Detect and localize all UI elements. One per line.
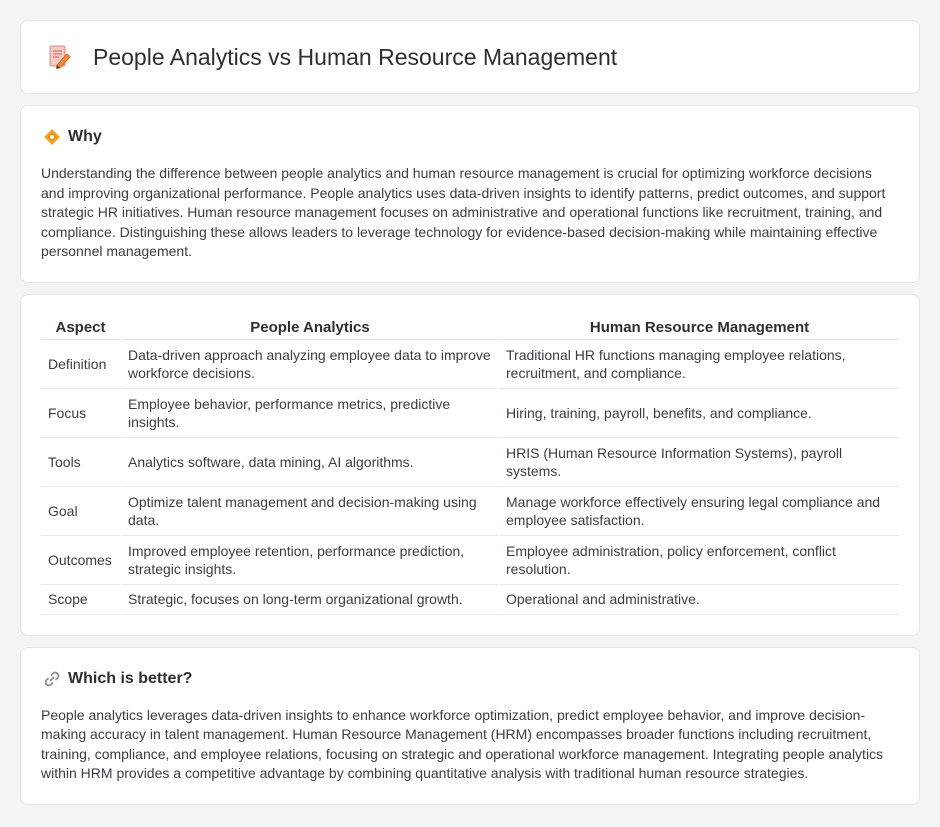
column-header-aspect: Aspect bbox=[41, 315, 121, 340]
row-aspect: Scope bbox=[41, 584, 121, 614]
row-people-analytics: Strategic, focuses on long-term organizational growth. bbox=[121, 584, 499, 614]
table-row bbox=[41, 437, 899, 486]
page-title: People Analytics vs Human Resource Management bbox=[93, 43, 618, 70]
link-icon bbox=[43, 670, 61, 688]
column-header-people-analytics: People Analytics bbox=[121, 315, 499, 340]
row-hrm: Employee administration, policy enforcement, conflict resolution. bbox=[499, 535, 899, 584]
document-pencil-icon bbox=[45, 43, 73, 71]
row-people-analytics: Employee behavior, performance metrics, predictive insights. bbox=[121, 388, 499, 437]
row-hrm: Traditional HR functions managing employee relations, recruitment, and compliance. bbox=[499, 339, 899, 388]
row-people-analytics: Analytics software, data mining, AI algorithms. bbox=[121, 437, 499, 486]
row-aspect: Definition bbox=[41, 339, 121, 388]
table-row bbox=[41, 584, 899, 614]
comparison-card bbox=[20, 294, 920, 636]
which-is-better-text: People analytics leverages data-driven insights to enhance workforce optimization, predict employee behavior, and improve decision-making accuracy in talent management. Human Resource Management (HRM) encompasses broader functions including recruitment, training, compliance, and employee relations, focusing on strategic and operational workforce management. Integrating people analytics within HRM provides a competitive advantage by combining quantitative analysis with traditional human resource strategies. bbox=[41, 706, 884, 781]
row-aspect: Outcomes bbox=[41, 535, 121, 584]
why-section bbox=[20, 105, 920, 283]
comparison-table bbox=[41, 315, 899, 615]
table-row bbox=[41, 339, 899, 388]
row-hrm: Manage workforce effectively ensuring legal compliance and employee satisfaction. bbox=[499, 486, 899, 535]
row-people-analytics: Improved employee retention, performance prediction, strategic insights. bbox=[121, 535, 499, 584]
row-people-analytics: Optimize talent management and decision-making using data. bbox=[121, 486, 499, 535]
row-hrm: Hiring, training, payroll, benefits, and compliance. bbox=[499, 388, 899, 437]
which-is-better-section bbox=[20, 647, 920, 805]
table-row bbox=[41, 535, 899, 584]
row-people-analytics: Data-driven approach analyzing employee data to improve workforce decisions. bbox=[121, 339, 499, 388]
table-row bbox=[41, 388, 899, 437]
diamond-warning-icon bbox=[43, 128, 61, 146]
table-row bbox=[41, 486, 899, 535]
which-is-better-heading: Which is better? bbox=[68, 669, 193, 687]
title-card bbox=[20, 20, 920, 94]
row-aspect: Focus bbox=[41, 388, 121, 437]
why-text: Understanding the difference between people analytics and human resource management is crucial for optimizing workforce decisions and improving organizational performance. People analytics uses data-driven insights to identify patterns, predict outcomes, and support strategic HR initiatives. Human resource management focuses on administrative and operational functions like recruitment, training, and compliance. Distinguishing these allows leaders to leverage technology for evidence-based decision-making while maintaining effective personnel management. bbox=[41, 165, 886, 259]
why-heading: Why bbox=[68, 128, 102, 145]
row-aspect: Tools bbox=[41, 437, 121, 486]
row-hrm: HRIS (Human Resource Information Systems), payroll systems. bbox=[499, 437, 899, 486]
column-header-hrm: Human Resource Management bbox=[499, 315, 899, 340]
row-aspect: Goal bbox=[41, 486, 121, 535]
row-hrm: Operational and administrative. bbox=[499, 584, 899, 614]
